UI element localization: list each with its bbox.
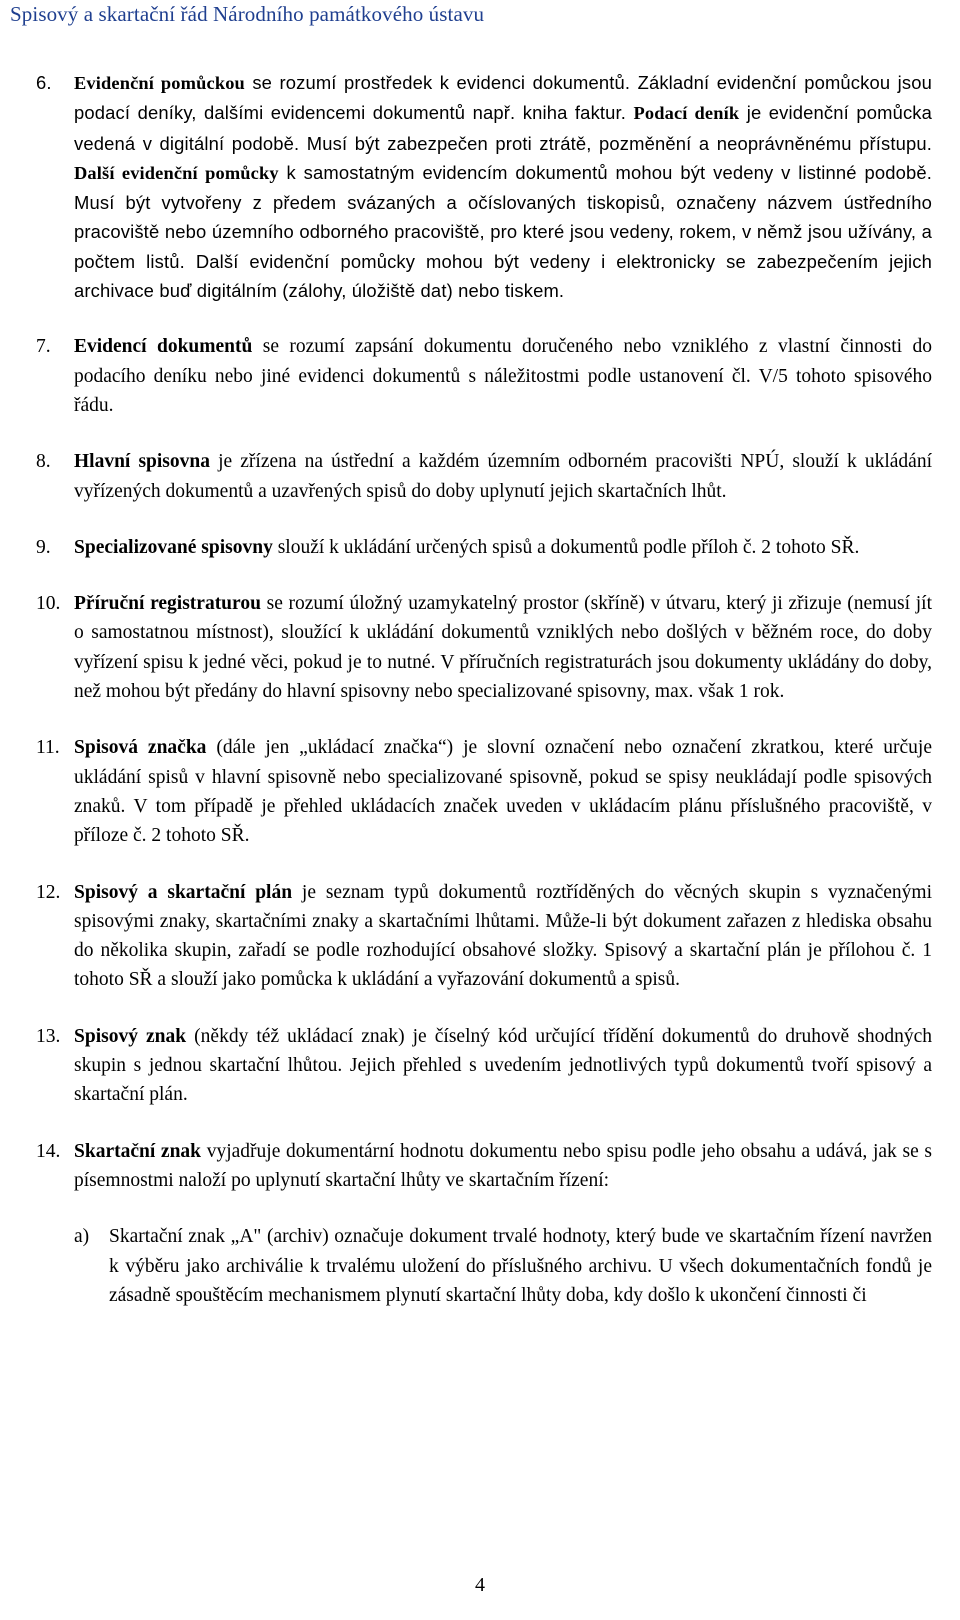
term-dalsi-evidencni-pomucky: Další evidenční pomůcky bbox=[74, 162, 279, 183]
definition-item-12 bbox=[36, 878, 932, 995]
item-number: 8. bbox=[36, 451, 51, 473]
item-number: 9. bbox=[36, 536, 51, 558]
item-number: 6. bbox=[36, 72, 52, 93]
item-text: je evidenční pomůcka vedená v digitální podobě. Musí být zabezpečen proti ztrátě, pozměnění a neoprávněnému přístupu. bbox=[74, 102, 933, 154]
sub-item-text: Skartační znak „A" (archiv) označuje dokument trvalé hodnoty, který bude ve skartačním řízení navržen k výběru jako archiválie k trvalému uložení do příslušného archivu. U všech dokumentačních fondů je zásadně spouštěcím mechanismem plynutí skartační lhůty doba, kdy došlo k ukončení činnosti či bbox=[109, 1226, 932, 1306]
item-text: se rozumí zapsání dokumentu doručeného nebo vzniklého z vlastní činnosti do podacího deníku nebo jiné evidenci dokumentů s náležitostmi podle ustanovení čl. V/5 tohoto spisového řádu. bbox=[74, 336, 932, 416]
definition-item-7 bbox=[36, 332, 932, 420]
term-spisovy-znak: Spisový znak bbox=[74, 1025, 187, 1047]
item-text: slouží k ukládání určených spisů a dokumentů podle příloh č. 2 tohoto SŘ. bbox=[272, 536, 860, 558]
item-number: 12. bbox=[36, 881, 61, 903]
item-text: (někdy též ukládací znak) je číselný kód určující třídění dokumentů do druhově shodných skupin s jednou skartační lhůtou. Jejich přehled s uvedením jednotlivých typů dokumentů tvoří spisový a skartační plán. bbox=[74, 1025, 932, 1106]
term-evidencni-pomuckou: Evidenční pomůckou bbox=[74, 73, 245, 93]
item-text: je seznam typů dokumentů roztříděných do věcných skupin s vyznačenými spisovými znaky, skartačními znaky a skartačními lhůtami. Může-li být dokument zařazen z hlediska obsahu do několika skupin, zařadí se podle rozhodující obsahové složky. Spisový a skartační plán je přílohou č. 1 tohoto SŘ a slouží jako pomůcka k ukládání a vyřazování dokumentů a spisů. bbox=[74, 881, 932, 991]
running-header: Spisový a skartační řád Národního památkového ústavu bbox=[10, 2, 485, 26]
item-number: 13. bbox=[36, 1025, 61, 1047]
definition-item-6 bbox=[36, 68, 932, 305]
item-text: vyjadřuje dokumentární hodnotu dokumentu nebo spisu podle jeho obsahu a udává, jak se s písemnostmi naloží po uplynutí skartační lhůty ve skartačním řízení: bbox=[74, 1140, 932, 1191]
term-hlavni-spisovna: Hlavní spisovna bbox=[74, 451, 210, 473]
definition-item-11 bbox=[36, 733, 932, 850]
item-text: (dále jen „ukládací značka“) je slovní označení nebo označení zkratkou, které určuje ukládání spisů v hlavní spisovně nebo specializované spisovně, pokud se spisy neukládají podle spisových znaků. V tom případě je přehled ukládacích značek uveden v ukládacím plánu příslušného pracoviště, v příloze č. 2 tohoto SŘ. bbox=[74, 737, 932, 847]
sub-item-letter: a) bbox=[74, 1226, 90, 1248]
sub-list bbox=[36, 1222, 932, 1310]
term-evidenci-dokumentu: Evidencí dokumentů bbox=[74, 336, 253, 358]
item-number: 11. bbox=[36, 737, 60, 759]
term-spisovy-a-skartacni-plan: Spisový a skartační plán bbox=[74, 881, 293, 903]
page-number: 4 bbox=[475, 1574, 485, 1596]
item-number: 7. bbox=[36, 336, 51, 358]
term-podaci-denik: Podací deník bbox=[633, 103, 740, 124]
item-text: je zřízena na ústřední a každém územním odborném pracovišti NPÚ, slouží k ukládání vyřízených dokumentů a uzavřených spisů do doby uplynutí jejich skartačních lhůt. bbox=[74, 451, 932, 502]
sub-item-a bbox=[36, 1222, 932, 1310]
definition-item-10 bbox=[36, 589, 932, 706]
definitions-list bbox=[36, 68, 932, 1310]
definition-item-14 bbox=[36, 1137, 932, 1196]
item-text: se rozumí prostředek k evidenci dokumentů. Základní evidenční pomůckou jsou podací deníky, dalšími evidencemi dokumentů např. kniha faktur. bbox=[74, 72, 932, 124]
definition-item-9 bbox=[36, 533, 932, 562]
term-skartacni-znak: Skartační znak bbox=[74, 1140, 202, 1162]
definition-item-13 bbox=[36, 1022, 932, 1110]
term-spisova-znacka: Spisová značka bbox=[74, 737, 207, 759]
item-text: se rozumí úložný uzamykatelný prostor (skříně) v útvaru, který ji zřizuje (nemusí jít o samostatnou místnost), sloužící k ukládání dokumentů vzniklých nebo došlých v běžném roce, do doby vyřízení spisu k jedné věci, pokud je to nutné. V příručních registraturách jsou dokumenty ukládány do doby, než mohou být předány do hlavní spisovny nebo specializované spisovny, max. však 1 rok. bbox=[74, 593, 932, 703]
item-text: k samostatným evidencím dokumentů mohou být vedeny v listinné podobě. Musí být vytvořeny z předem svázaných a očíslovaných tiskopisů, označeny názvem ústředního pracoviště nebo územního odborného pracoviště, pro které jsou vedeny, rokem, v němž jsou užívány, a počtem listů. Další evidenční pomůcky mohou být vedeny i elektronicky se zabezpečením jejich archivace buď digitálním (zálohy, úložiště dat) nebo tiskem. bbox=[74, 161, 932, 302]
term-prirucni-registraturou: Příruční registraturou bbox=[74, 593, 261, 615]
definition-item-8 bbox=[36, 447, 932, 506]
term-specializovane-spisovny: Specializované spisovny bbox=[74, 536, 273, 558]
item-number: 14. bbox=[36, 1140, 61, 1162]
item-number: 10. bbox=[36, 593, 61, 615]
